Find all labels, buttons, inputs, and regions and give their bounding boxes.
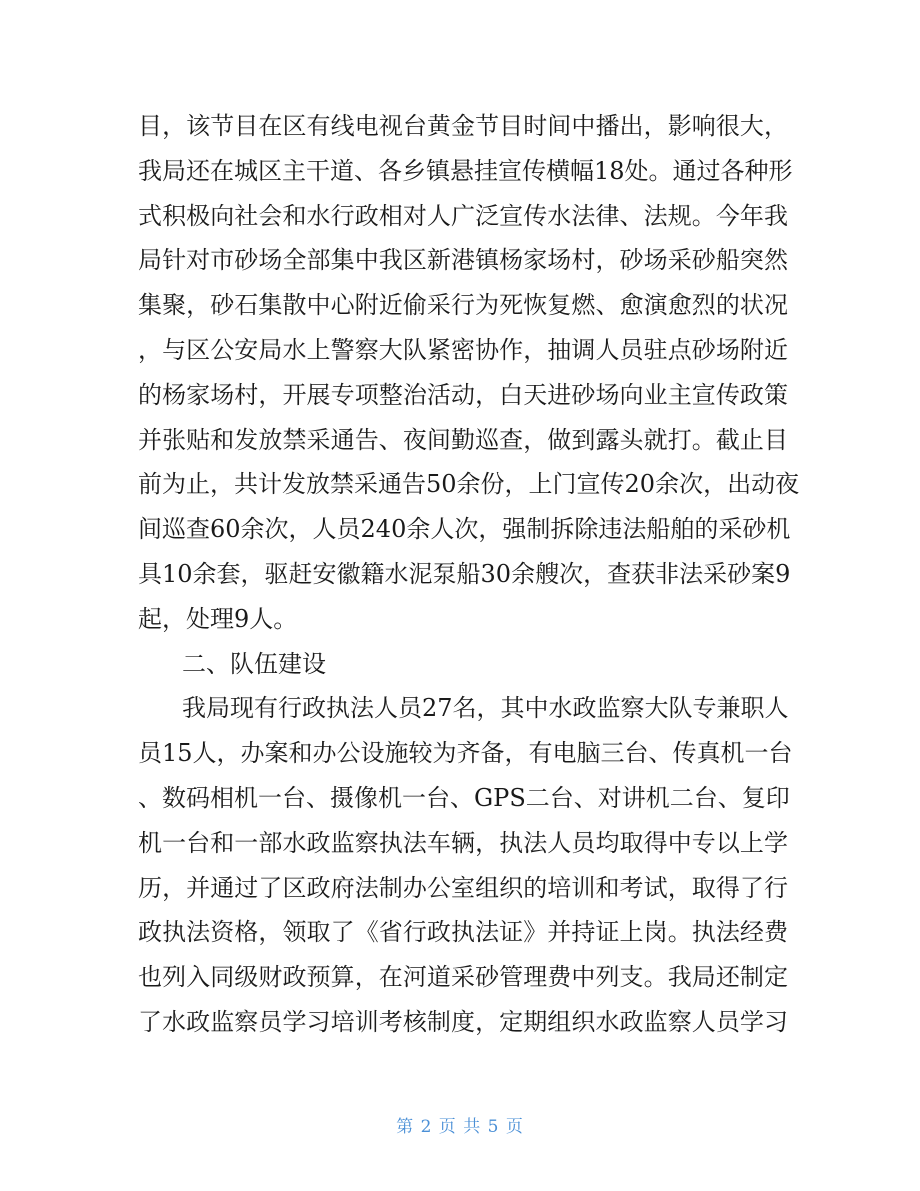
text-line: 也列入同级财政预算，在河道采砂管理费中列支。我局还制定: [138, 963, 788, 992]
text-line: 局针对市砂场全部集中我区新港镇杨家场村，砂场采砂船突然: [138, 246, 788, 275]
text-line: 历，并通过了区政府法制办公室组织的培训和考试，取得了行: [138, 873, 788, 902]
text-line: 前为止，共计发放禁采通告50余份，上门宣传20余次，出动夜: [138, 470, 800, 499]
text-line: 、数码相机一台、摄像机一台、GPS二台、对讲机二台、复印: [138, 783, 790, 812]
text-line: 我局现有行政执法人员27名，其中水政监察大队专兼职人: [182, 694, 789, 723]
text-line: 目，该节目在区有线电视台黄金节目时间中播出，影响很大，: [138, 112, 788, 140]
text-line: 式积极向社会和水行政相对人广泛宣传水法律、法规。今年我: [138, 201, 788, 230]
text-line: 并张贴和发放禁采通告、夜间勤巡查，做到露头就打。截止目: [138, 425, 788, 454]
text-line: 集聚，砂石集散中心附近偷采行为死恢复燃、愈演愈烈的状况: [138, 291, 788, 320]
text-line: 政执法资格，领取了《省行政执法证》并持证上岗。执法经费: [138, 918, 788, 947]
text-line: 具10余套，驱赶安徽籍水泥泵船30余艘次，查获非法采砂案9: [138, 559, 791, 588]
text-line: 了水政监察员学习培训考核制度，定期组织水政监察人员学习: [138, 1007, 788, 1036]
text-line: 员15人，办案和办公设施较为齐备，有电脑三台、传真机一台: [138, 739, 793, 768]
page-footer: 第 2 页 共 5 页: [396, 1117, 524, 1137]
text-line: 机一台和一部水政监察执法车辆，执法人员均取得中专以上学: [138, 828, 788, 857]
text-line: 我局还在城区主干道、各乡镇悬挂宣传横幅18处。通过各种形: [138, 156, 793, 185]
text-line: 间巡查60余次，人员240余人次，强制拆除违法船舶的采砂机: [138, 515, 791, 544]
text-line: 的杨家场村，开展专项整治活动，白天进砂场向业主宣传政策: [138, 380, 788, 409]
text-line: 二、队伍建设: [182, 649, 326, 678]
text-line: 起，处理9人。: [138, 604, 298, 633]
body-text: [138, 104, 800, 1045]
text-line: ，与区公安局水上警察大队紧密协作，抽调人员驻点砂场附近: [138, 335, 788, 364]
